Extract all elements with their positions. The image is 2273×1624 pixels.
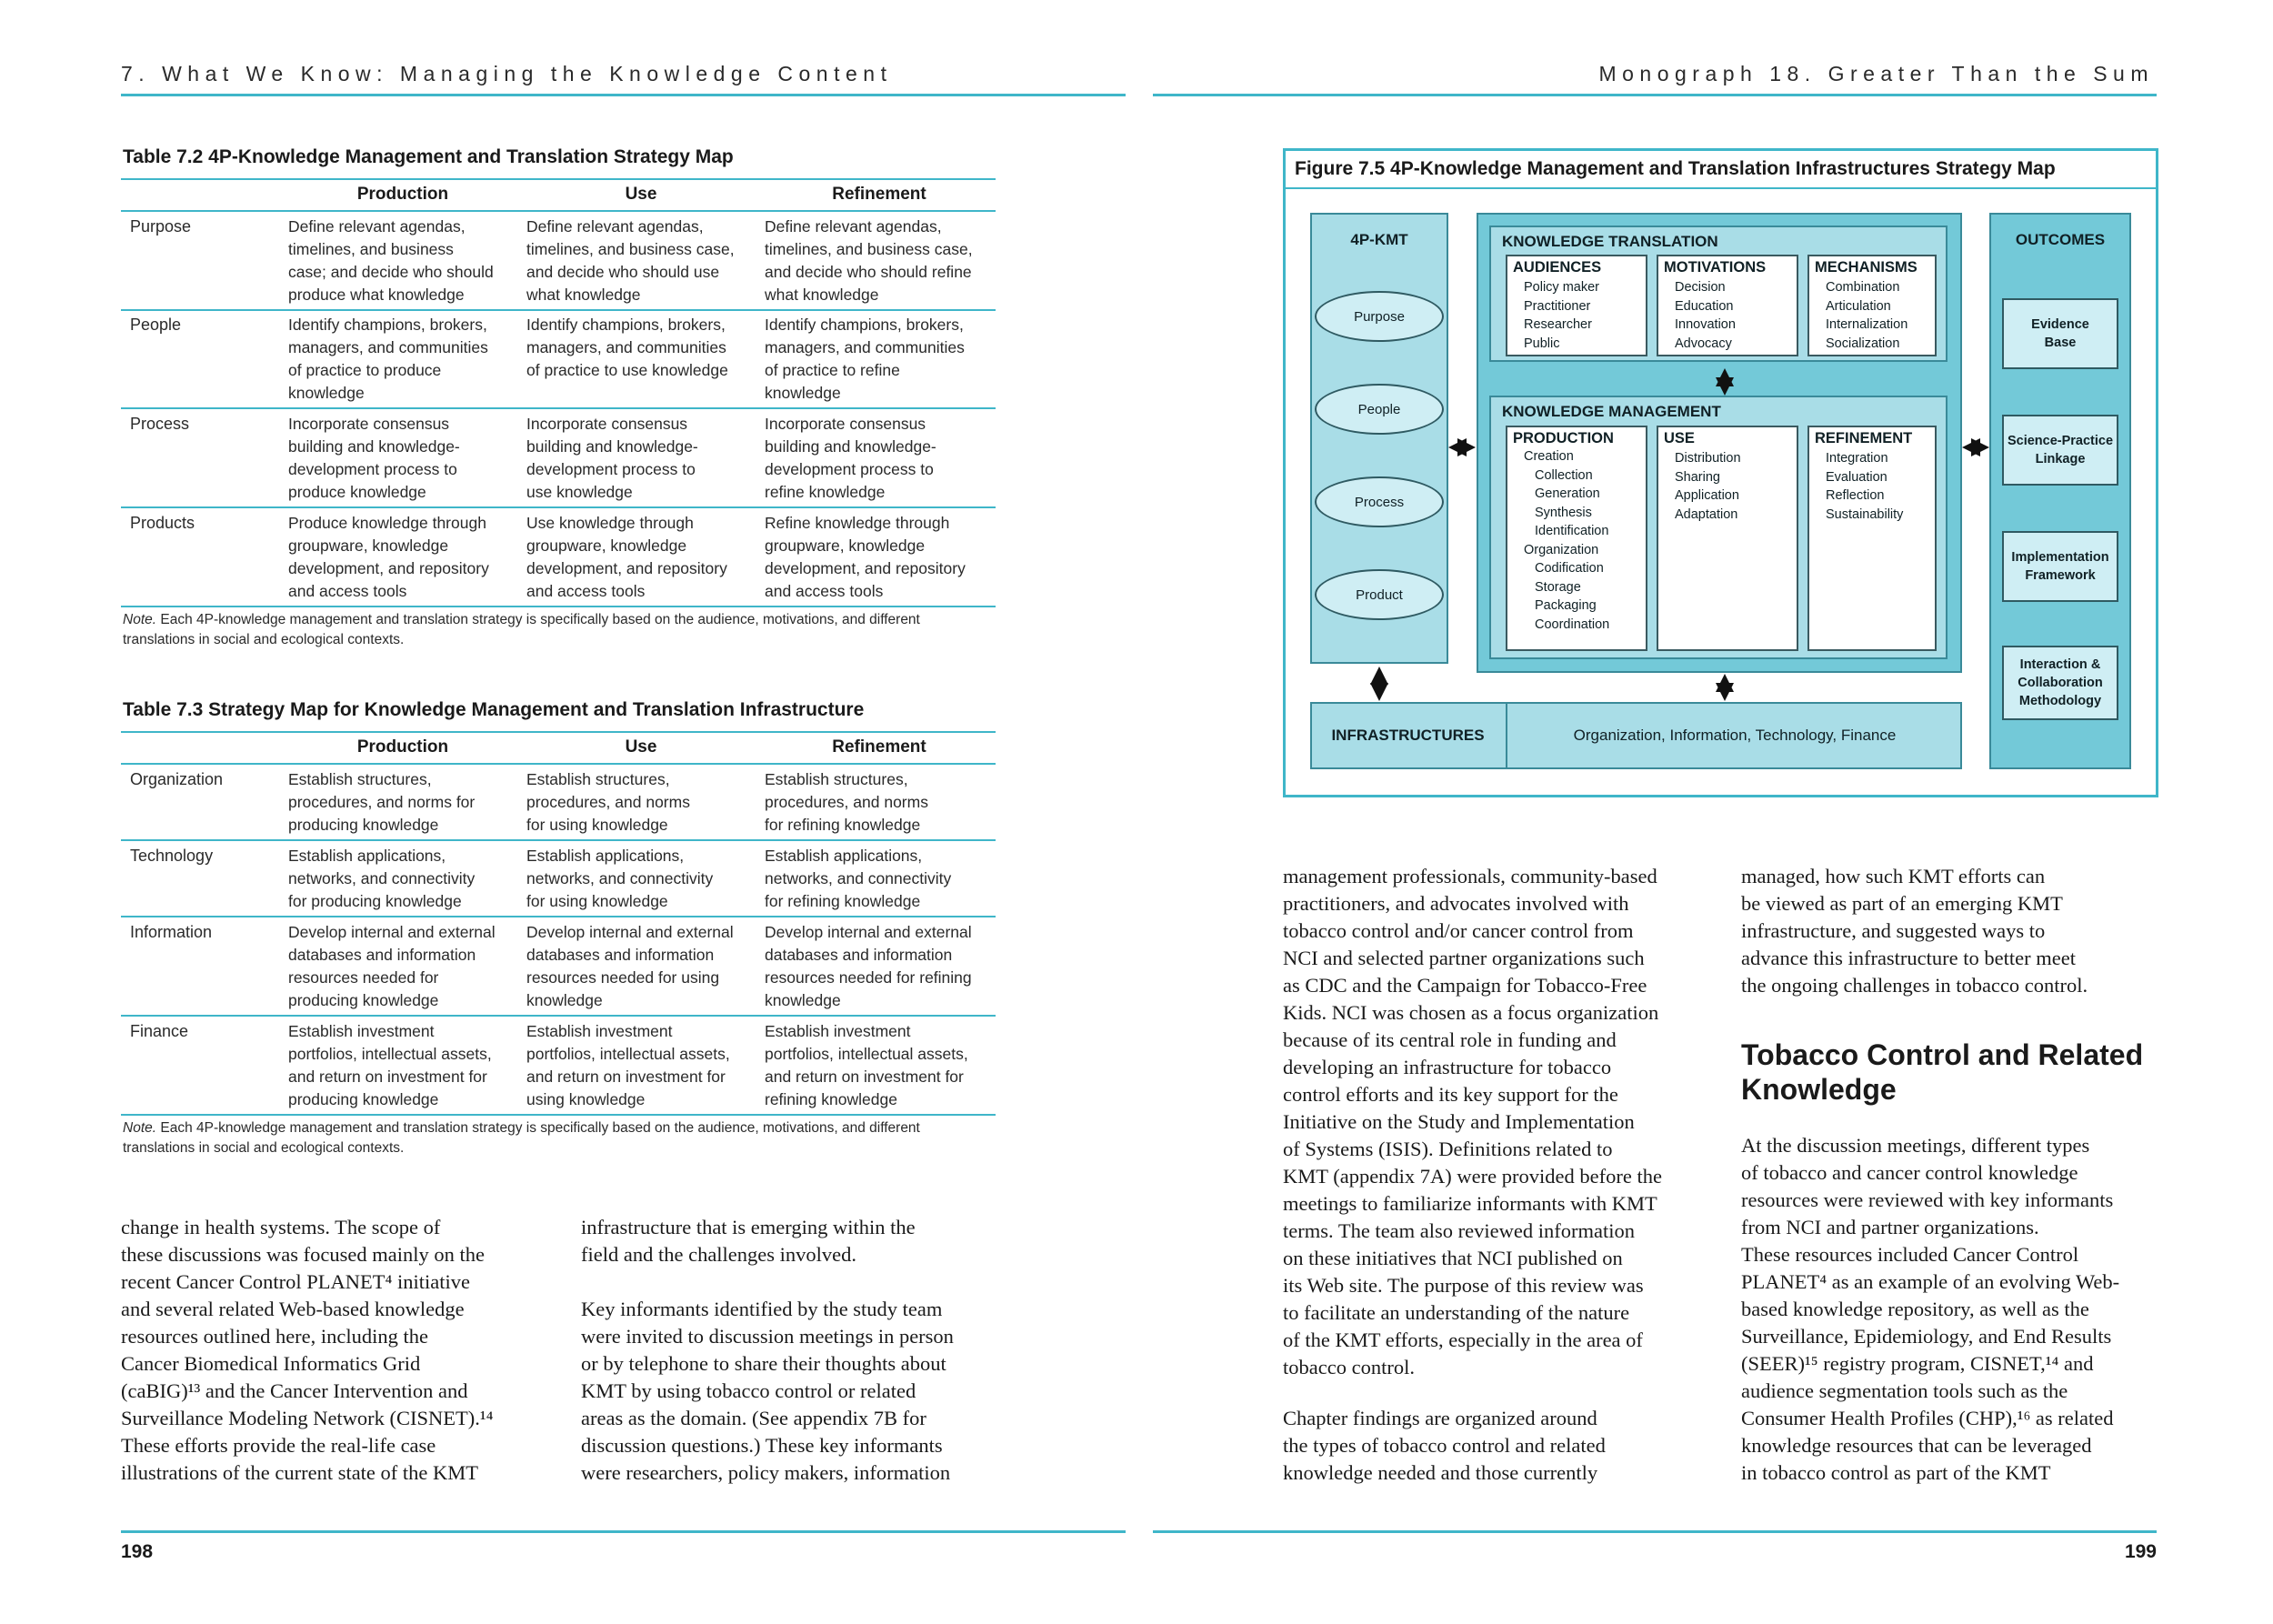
figure-title: Figure 7.5 4P-Knowledge Management and Translation Infrastructures Strategy Map: [1295, 158, 2056, 179]
table-cell: Define relevant agendas, timelines, and business case; and decide who should produce what knowledge: [288, 217, 494, 304]
box-items: Integration Evaluation Reflection Sustainability: [1826, 451, 1904, 522]
box-items: Decision Education Innovation Advocacy: [1675, 280, 1736, 351]
table-7-3-col-production: Production: [356, 737, 449, 757]
row-label: People: [130, 316, 182, 334]
left-body-column-2b: Key informants identified by the study team were invited to discussion meetings in person or by telephone to share their thoughts about KMT by using tobacco control or related areas as the domain. (See appendix 7B for discussion questions.) These key informants were researchers, policy makers, information: [581, 1298, 954, 1484]
knowledge-management-label: KNOWLEDGE MANAGEMENT: [1502, 403, 1721, 420]
table-cell: Establish investment portfolios, intellectual assets, and return on investment for refining knowledge: [765, 1022, 968, 1108]
left-body-column-1: change in health systems. The scope of these discussions was focused mainly on the recent Cancer Control PLANET⁴ initiative and several related Web-based knowledge resources outlined here, including the Cancer Biomedical Informatics Grid (caBIG)¹³ and the Cancer Intervention and Surveillance Modeling Network (CISNET).¹⁴ These efforts provide the real-life case illustrations of the current state of the KMT: [121, 1216, 494, 1484]
row-label: Products: [130, 514, 195, 532]
production-item: Organization: [1524, 542, 1599, 557]
note-label: Note.: [123, 612, 157, 627]
table-7-3-col-use: Use: [625, 737, 657, 757]
table-cell: Identify champions, brokers, managers, and communities of practice to refine knowledge: [765, 316, 965, 402]
box-items: Combination Articulation Internalization Socialization: [1826, 280, 1908, 351]
row-label: Organization: [130, 770, 224, 788]
table-7-2-col-production: Production: [356, 185, 449, 204]
table-cell: Develop internal and external databases and information resources needed for using knowledge: [526, 923, 734, 1009]
box-title: AUDIENCES: [1513, 259, 1602, 276]
table-cell: Develop internal and external databases and information resources needed for refining knowledge: [765, 923, 972, 1009]
motivations-box: [1657, 255, 1798, 356]
row-rule: [121, 839, 996, 841]
table-cell: Establish applications, networks, and connectivity for producing knowledge: [288, 847, 476, 910]
box-title: USE: [1664, 430, 1695, 446]
table-7-3-col-refinement: Refinement: [832, 737, 926, 757]
row-label: Technology: [130, 847, 214, 865]
table-cell: Refine knowledge through groupware, knowledge development, and repository and access tools: [765, 514, 966, 600]
table-cell: Establish structures, procedures, and norms for using knowledge: [526, 770, 690, 834]
table-cell: Establish applications, networks, and connectivity for using knowledge: [526, 847, 714, 910]
table-cell: Define relevant agendas, timelines, and business case, and decide who should refine what knowledge: [765, 217, 973, 304]
production-item: Creation: [1524, 449, 1574, 464]
table-7-3-header-rule: [121, 763, 996, 765]
footer-rule-left: [121, 1530, 1126, 1533]
running-header-right: Monograph 18. Greater Than the Sum: [1598, 62, 2154, 85]
row-rule: [121, 407, 996, 409]
note-label: Note.: [123, 1120, 157, 1136]
box-items: Policy maker Practitioner Researcher Public: [1524, 280, 1599, 351]
table-cell: Establish investment portfolios, intellectual assets, and return on investment for using knowledge: [526, 1022, 730, 1108]
box-title: MOTIVATIONS: [1664, 259, 1767, 276]
row-rule: [121, 506, 996, 508]
note-text: Each 4P-knowledge management and translation strategy is specifically based on the audience, motivations, and different translations in social and ecological contexts.: [123, 612, 920, 647]
production-item: Storage: [1535, 579, 1581, 595]
table-cell: Establish investment portfolios, intellectual assets, and return on investment for producing knowledge: [288, 1022, 492, 1108]
ellipse-people: People: [1315, 384, 1444, 435]
table-cell: Define relevant agendas, timelines, and business case, and decide who should use what knowledge: [526, 217, 735, 304]
outcome-science-practice-linkage: Science-Practice Linkage: [2002, 415, 2118, 486]
table-cell: Establish applications, networks, and connectivity for refining knowledge: [765, 847, 952, 910]
infrastructures-label: INFRASTRUCTURES: [1331, 727, 1485, 744]
footer-rule-right: [1153, 1530, 2157, 1533]
table-cell: Establish structures, procedures, and norms for refining knowledge: [765, 770, 928, 834]
table-cell: Use knowledge through groupware, knowledge development, and repository and access tools: [526, 514, 727, 600]
knowledge-translation-label: KNOWLEDGE TRANSLATION: [1502, 233, 1718, 250]
row-label: Purpose: [130, 217, 192, 236]
row-rule: [121, 916, 996, 917]
header-rule-right: [1153, 94, 2157, 96]
mechanisms-box: [1807, 255, 1937, 356]
table-cell: Incorporate consensus building and knowledge- development process to refine knowledge: [765, 415, 936, 501]
box-title: MECHANISMS: [1815, 259, 1918, 276]
outcome-interaction-collaboration: Interaction & Collaboration Methodology: [2002, 646, 2118, 720]
ellipse-purpose: Purpose: [1315, 291, 1444, 342]
running-header-left: 7. What We Know: Managing the Knowledge Content: [121, 62, 893, 85]
ellipse-process: Process: [1315, 476, 1444, 527]
row-rule: [121, 309, 996, 311]
refinement-box: [1807, 426, 1937, 651]
table-7-2-col-use: Use: [625, 185, 657, 204]
outcome-evidence-base: Evidence Base: [2002, 298, 2118, 369]
table-7-3-note: [123, 1118, 996, 1158]
figure-title-rule: [1286, 187, 2156, 189]
table-cell: Identify champions, brokers, managers, and communities of practice to use knowledge: [526, 316, 728, 379]
table-cell: Identify champions, brokers, managers, and communities of practice to produce knowledge: [288, 316, 488, 402]
row-rule: [121, 1015, 996, 1017]
table-7-2-note: [123, 610, 996, 650]
table-7-2-title: Table 7.2 4P-Knowledge Management and Translation Strategy Map: [123, 146, 734, 167]
production-item: Collection: [1535, 467, 1593, 483]
row-label: Process: [130, 415, 190, 433]
production-item: Synthesis: [1535, 505, 1592, 520]
production-item: Generation: [1535, 486, 1600, 501]
table-cell: Develop internal and external databases and information resources needed for producing knowledge: [288, 923, 496, 1009]
production-item: Codification: [1535, 561, 1604, 576]
table-cell: Produce knowledge through groupware, knowledge development, and repository and access tools: [288, 514, 489, 600]
table-7-2-bottom-rule: [121, 606, 996, 607]
production-box: [1506, 426, 1647, 651]
row-label: Finance: [130, 1022, 189, 1040]
right-body-column-2a: managed, how such KMT efforts can be viewed as part of an emerging KMT infrastructure, and suggested ways to advance this infrastructure to better meet the ongoing challenges in tobacco control.: [1741, 865, 2088, 997]
page-number-right: 199: [2124, 1541, 2157, 1562]
box-title: PRODUCTION: [1513, 430, 1614, 446]
page-number-left: 198: [121, 1541, 154, 1562]
use-box: [1657, 426, 1798, 651]
table-cell: Incorporate consensus building and knowledge- development process to use knowledge: [526, 415, 698, 501]
left-body-column-2a: infrastructure that is emerging within the field and the challenges involved.: [581, 1216, 916, 1266]
table-7-2-top-rule: [121, 178, 996, 180]
header-rule-left: [121, 94, 1126, 96]
production-item: Identification: [1535, 524, 1609, 538]
note-text: Each 4P-knowledge management and translation strategy is specifically based on the audience, motivations, and different translations in social and ecological contexts.: [123, 1120, 920, 1156]
table-7-3-top-rule: [121, 731, 996, 733]
table-7-2-col-refinement: Refinement: [832, 185, 926, 204]
outcome-implementation-framework: Implementation Framework: [2002, 531, 2118, 602]
right-body-column-1b: Chapter findings are organized around the types of tobacco control and related knowledge needed and those currently: [1283, 1407, 1606, 1484]
table-7-3-title: Table 7.3 Strategy Map for Knowledge Management and Translation Infrastructure: [123, 699, 865, 720]
infrastructures-text: Organization, Information, Technology, Finance: [1573, 727, 1897, 744]
table-7-3-bottom-rule: [121, 1114, 996, 1116]
table-7-2-header-rule: [121, 210, 996, 212]
production-item: Coordination: [1535, 617, 1610, 632]
box-items: Distribution Sharing Application Adaptation: [1675, 451, 1741, 522]
table-cell: Incorporate consensus building and knowledge- development process to produce knowledge: [288, 415, 460, 501]
production-item: Packaging: [1535, 598, 1597, 613]
right-body-column-2b: At the discussion meetings, different types of tobacco and cancer control knowledge resources were reviewed with key informants from NCI and partner organizations. These resources included Cancer Control PLANET⁴ as an example of an evolving Web- based knowledge repository, as well as the Surveillance, Epidemiology, and End Results (SEER)¹⁵ registry program, CISNET,¹⁴ and audience segmentation tools such as the Consumer Health Profiles (CHP),¹⁶ as related knowledge resources that can be leveraged in tobacco control as part of the KMT: [1741, 1134, 2120, 1484]
right-body-column-1a: management professionals, community-based practitioners, and advocates involved with tobacco control and/or cancer control from NCI and selected partner organizations such as CDC and the Campaign for Tobacco-Free Kids. NCI was chosen as a focus organization because of its central role in funding and developing an infrastructure for tobacco control efforts and its key support for the Initiative on the Study and Implementation of Systems (ISIS). Definitions related to KMT (appendix 7A) were provided before the meetings to familiarize informants with KMT terms. The team also reviewed information on these initiatives that NCI published on its Web site. The purpose of this review was to facilitate an understanding of the nature of the KMT efforts, especially in the area of tobacco control.: [1283, 865, 1662, 1378]
outcomes-label: OUTCOMES: [2015, 231, 2106, 248]
box-title: REFINEMENT: [1815, 430, 1913, 446]
table-cell: Establish structures, procedures, and norms for producing knowledge: [288, 770, 476, 834]
section-heading: Tobacco Control and Related Knowledge: [1741, 1038, 2144, 1106]
ellipse-product: Product: [1315, 569, 1444, 620]
kmt-label: 4P-KMT: [1350, 231, 1408, 248]
audiences-box: [1506, 255, 1647, 356]
row-label: Information: [130, 923, 213, 941]
